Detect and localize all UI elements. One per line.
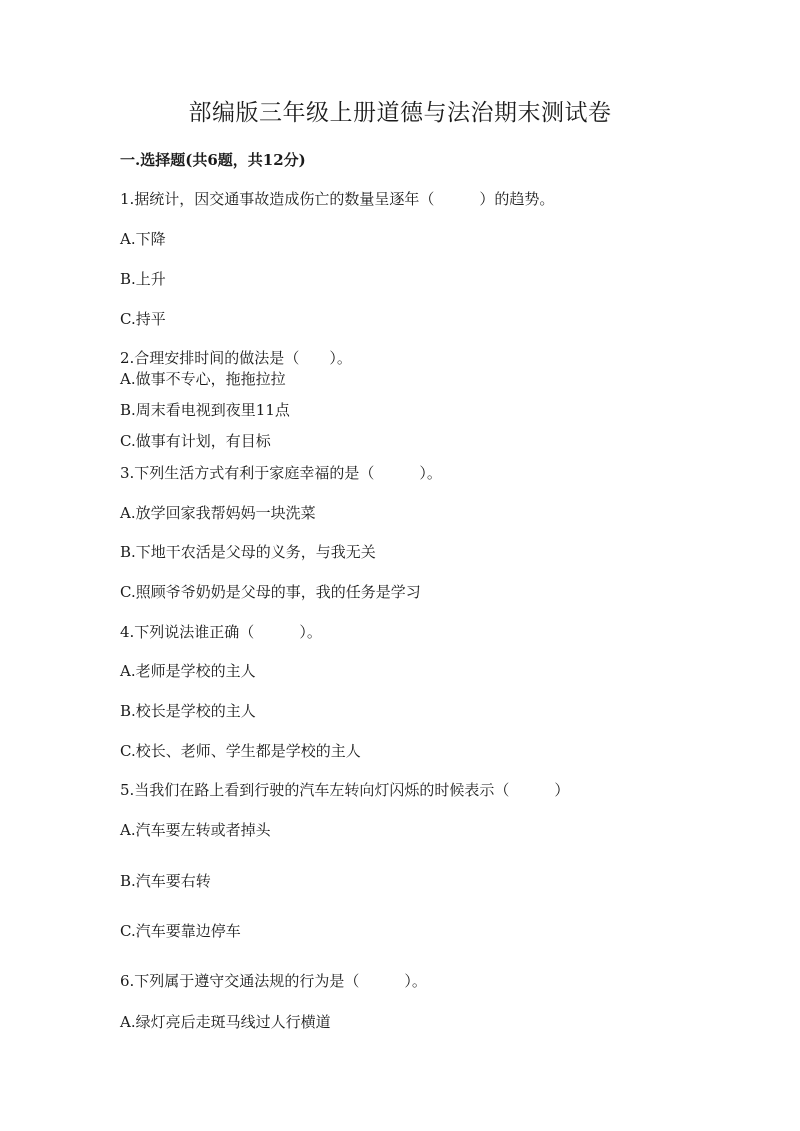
question-option: A.做事不专心，拖拖拉拉 bbox=[120, 370, 286, 388]
page-title: 部编版三年级上册道德与法治期末测试卷 bbox=[188, 100, 612, 126]
section-heading: 一.选择题(共6题，共12分) bbox=[120, 151, 306, 169]
question-option: C.汽车要靠边停车 bbox=[120, 922, 241, 940]
question-option: B.周末看电视到夜里11点 bbox=[120, 401, 290, 419]
question-option: A.老师是学校的主人 bbox=[120, 662, 256, 680]
question-option: A.绿灯亮后走斑马线过人行横道 bbox=[120, 1013, 331, 1031]
question-stem: 6.下列属于遵守交通法规的行为是（ ）。 bbox=[120, 972, 427, 990]
question-stem: 2.合理安排时间的做法是（ ）。 bbox=[120, 349, 352, 367]
question-option: B.下地干农活是父母的义务，与我无关 bbox=[120, 543, 376, 561]
question-option: C.持平 bbox=[120, 310, 166, 328]
question-option: A.汽车要左转或者掉头 bbox=[120, 821, 271, 839]
question-option: C.做事有计划，有目标 bbox=[120, 432, 271, 450]
question-option: B.校长是学校的主人 bbox=[120, 702, 256, 720]
question-stem: 1.据统计，因交通事故造成伤亡的数量呈逐年（ ）的趋势。 bbox=[120, 190, 555, 208]
question-option: C.照顾爷爷奶奶是父母的事，我的任务是学习 bbox=[120, 583, 421, 601]
question-option: C.校长、老师、学生都是学校的主人 bbox=[120, 742, 361, 760]
question-stem: 3.下列生活方式有利于家庭幸福的是（ ）。 bbox=[120, 464, 442, 482]
question-option: B.汽车要右转 bbox=[120, 872, 211, 890]
question-stem: 5.当我们在路上看到行驶的汽车左转向灯闪烁的时候表示（ ） bbox=[120, 781, 570, 799]
question-stem: 4.下列说法谁正确（ ）。 bbox=[120, 623, 322, 641]
question-option: B.上升 bbox=[120, 270, 166, 288]
question-option: A.下降 bbox=[120, 230, 166, 248]
question-option: A.放学回家我帮妈妈一块洗菜 bbox=[120, 504, 316, 522]
